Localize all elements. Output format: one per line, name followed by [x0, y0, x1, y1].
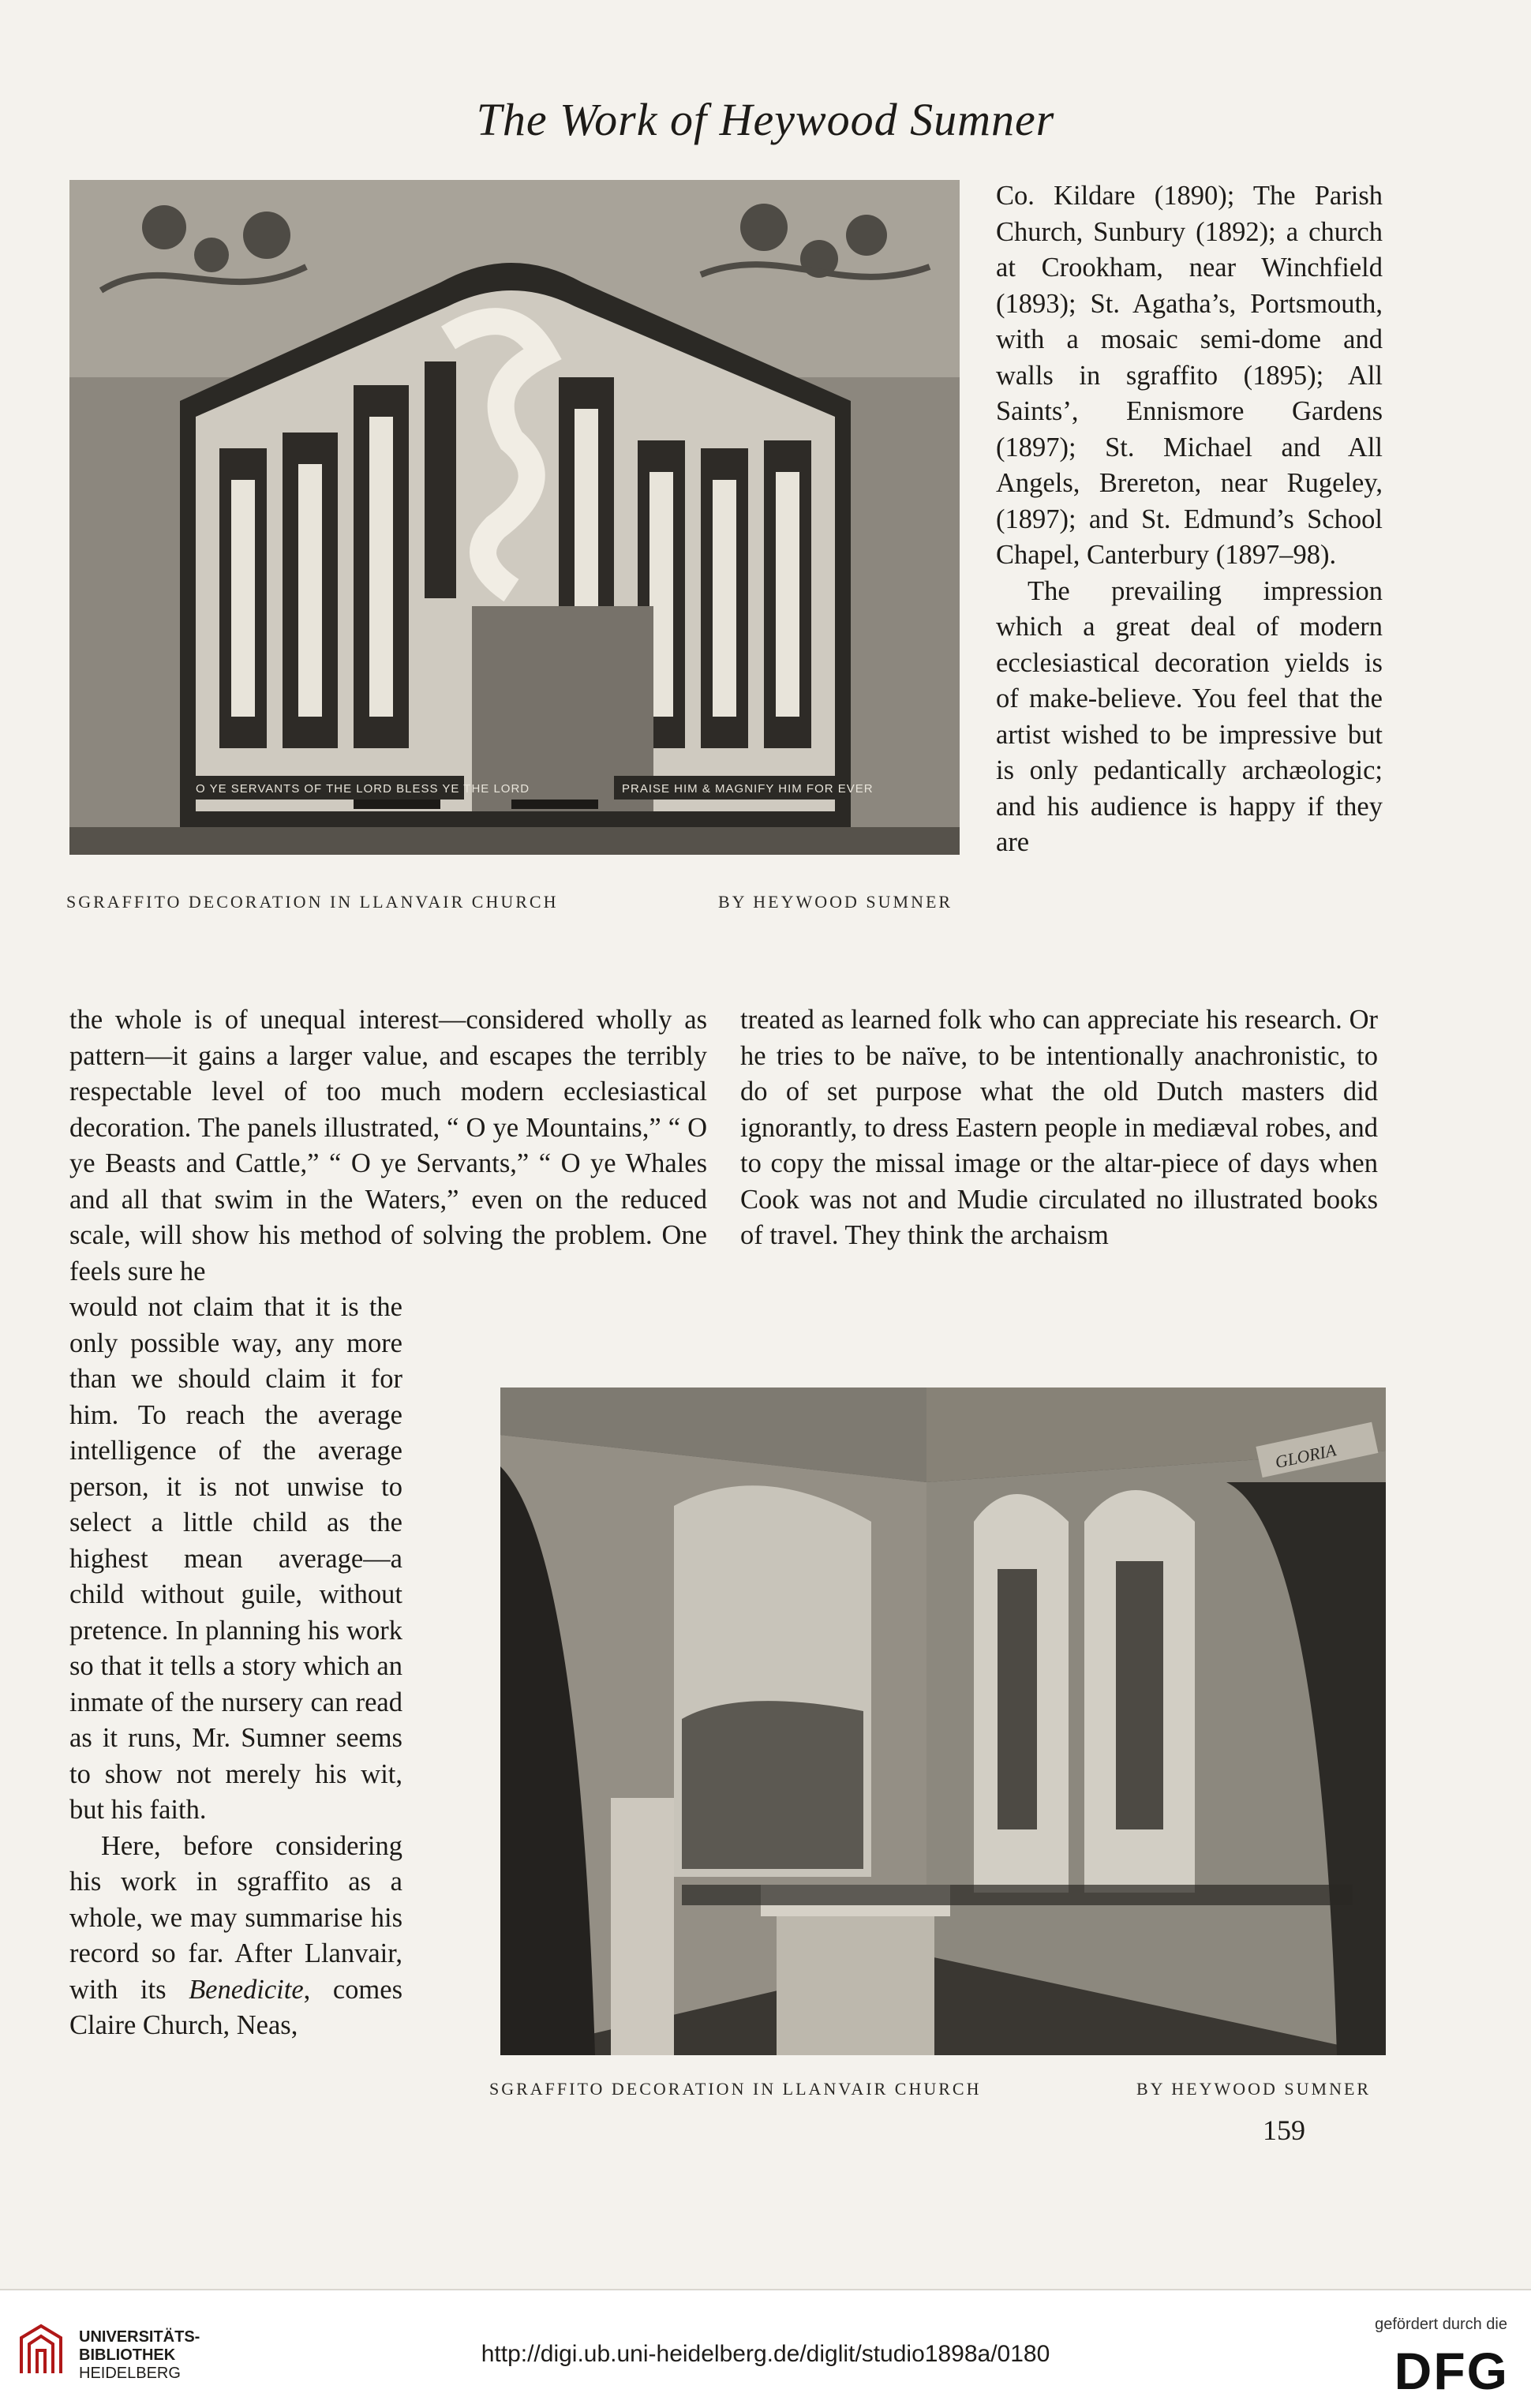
- lower-left-column: [69, 1290, 402, 2044]
- mid-right-column: treated as learned folk who can appreciate his research. Or he tries to be naïve, to be intentionally anachronistic, to do of set purpose what the old Dutch masters did ignorantly, to dress Eastern people in mediæval robes, and to copy the missal image or the altar-piece of days when Cook was not and Mudie circulated no illustrated books of travel. They think the archaism: [740, 1005, 1378, 1250]
- plate1-caption-title: SGRAFFITO DECORATION IN LLANVAIR CHURCH: [66, 892, 559, 912]
- page-number: 159: [1263, 2114, 1305, 2146]
- paragraph-summarise-record: Here, before considering his work in sgraffito as a whole, we may summarise his record so far. After Llanvair, with its Benedicite, comes Claire Church, Neas,: [69, 1830, 403, 2040]
- plate-llanvair-benedicite: [69, 180, 960, 855]
- plate2-caption-credit: BY HEYWOOD SUMNER: [1136, 2079, 1372, 2099]
- university-library-name: UNIVERSITÄTS- BIBLIOTHEK HEIDELBERG: [79, 2328, 200, 2382]
- paragraph-wit-and-faith: would not claim that it is the only possible way, any more than we should claim it for him. To reach the average intelligence of the average person, it is not unwise to select a little child as the highest mean average—a child without guile, without pretence. In planning his work so that it tells a story which an inmate of the nursery can read as it runs, Mr. Sumner seems to show not merely his wit, but his faith.: [69, 1292, 402, 1825]
- digital-copy-url-link[interactable]: http://digi.ub.uni-heidelberg.de/diglit/studio1898a/0180: [481, 2341, 1050, 2367]
- paragraph-church-list: Co. Kildare (1890); The Parish Church, Sunbury (1892); a church at Crookham, near Winchfield (1893); St. Agatha’s, Portsmouth, with a mosaic semi-dome and walls in sgraffito (1895); All Saints’, Ennismore Gardens (1897); St. Michael and All Angels, Brereton, near Rugeley, (1897); and St. Edmund’s School Chapel, Canterbury (1897–98).: [996, 181, 1383, 570]
- plate-llanvair-apse: [500, 1388, 1386, 2055]
- benedicite-title: Benedicite: [189, 1974, 304, 2005]
- inscription-left: O YE SERVANTS OF THE LORD BLESS YE THE LORD: [196, 782, 530, 796]
- paragraph-prevailing-impression: The prevailing impression which a great deal of modern ecclesiastical decoration yields is of make-believe. You feel that the artist wished to be impressive but is only pedantically archæologic; and his audience is happy if they are: [996, 575, 1383, 857]
- mid-left-column: the whole is of unequal interest—considered wholly as pattern—it gains a larger value, and escapes the terribly respectable level of too much modern ecclesiastical decoration. The panels illustrated, “ O ye Mountains,” “ O ye Beasts and Cattle,” “ O ye Servants,” “ O ye Whales and all that swim in the Waters,” even on the reduced scale, will show his method of solving the problem. One feels sure he: [69, 1005, 707, 1286]
- right-column-text: [996, 178, 1383, 861]
- plate1-caption-credit: BY HEYWOOD SUMNER: [718, 892, 953, 912]
- running-head: The Work of Heywood Sumner: [476, 94, 1055, 145]
- dfg-logo: DFG: [1394, 2342, 1509, 2400]
- gloria-banner: GLORIA: [1273, 1440, 1338, 1473]
- funded-by-label: gefördert durch die: [1375, 2316, 1507, 2333]
- inscription-right: PRAISE HIM & MAGNIFY HIM FOR EVER: [622, 782, 874, 796]
- plate2-caption-title: SGRAFFITO DECORATION IN LLANVAIR CHURCH: [489, 2079, 982, 2099]
